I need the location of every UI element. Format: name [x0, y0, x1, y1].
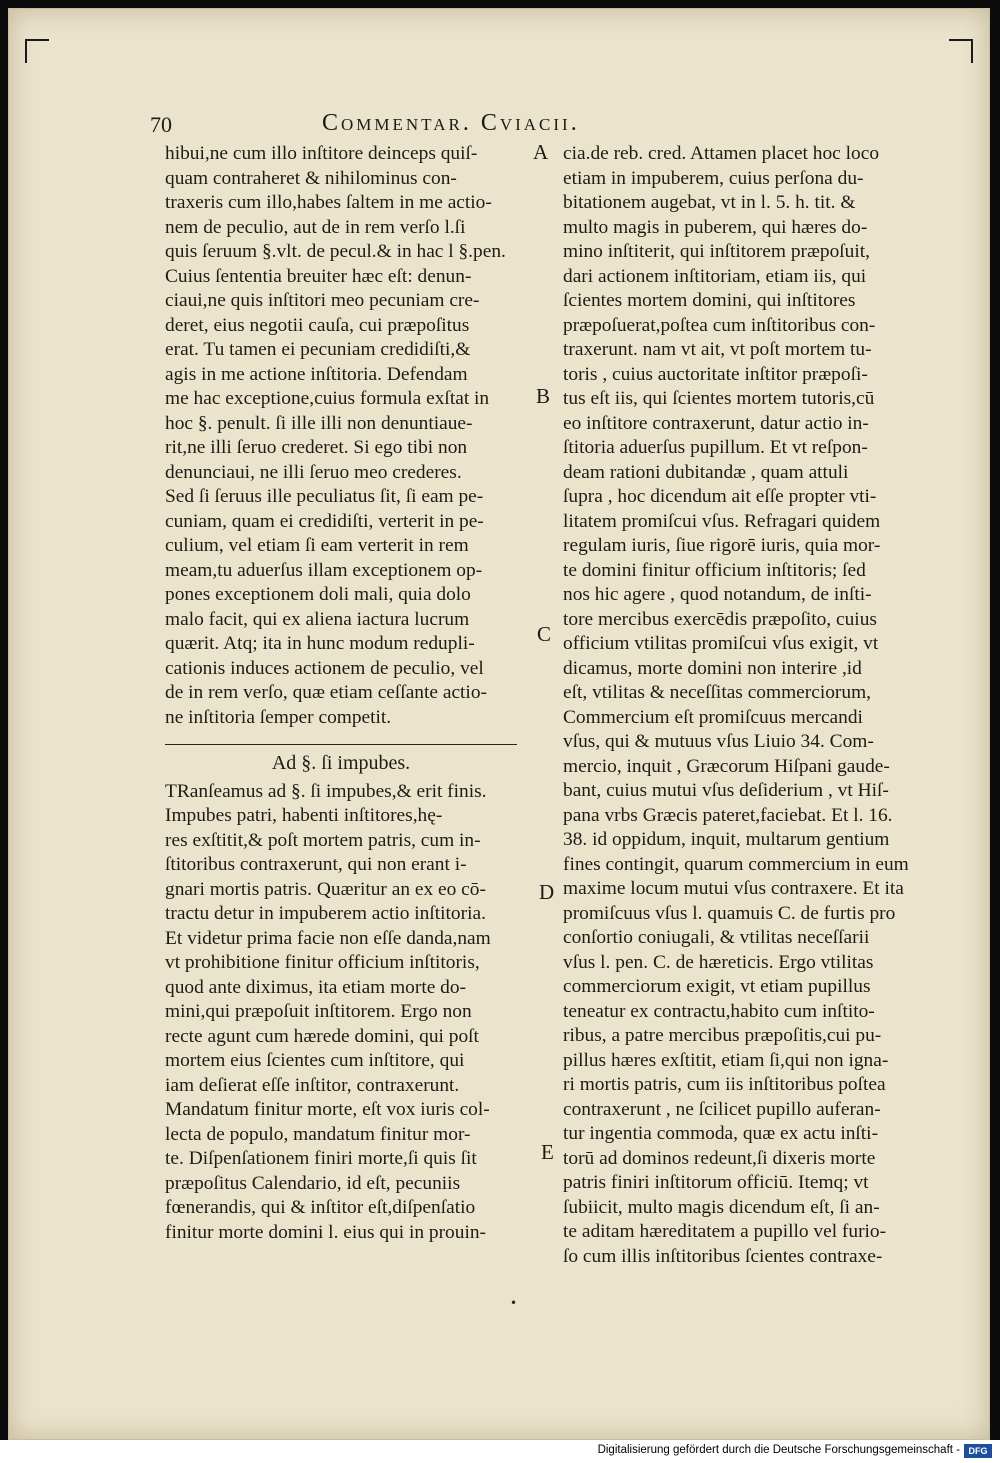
text-line: recte agunt cum hærede domini, qui poſt [165, 1025, 479, 1047]
text-line: ciaui,ne quis inſtitori meo pecuniam cre- [165, 290, 480, 311]
text-line: finitur morte domini l. eius qui in prouin- [165, 1221, 486, 1243]
left-column-bottom-text [165, 780, 517, 1246]
page-ornament: • [510, 1296, 518, 1310]
text-line: dari actionem inſtitoriam, etiam iis, qui [563, 265, 867, 287]
text-line: pana vrbs Græcis pateret,faciebat. Et l. 16. [563, 804, 893, 826]
text-line: eſt, vtilitas & neceſſitas commerciorum, [563, 682, 872, 703]
section-heading: Ad §. ſi impubes. [271, 752, 411, 774]
text-line: traxeris cum illo,habes ſaltem in me actio- [165, 192, 492, 213]
text-line: meam,tu aduerſus illam exceptionem op- [165, 559, 483, 581]
text-line: teneatur ex contractu,habito cum inſtito- [563, 1000, 875, 1022]
text-line: deam rationi dubitandæ , quam attuli [563, 461, 849, 483]
text-line: regulam iuris, ſiue rigorē iuris, quia mor- [563, 535, 881, 556]
text-line: TRanſeamus ad §. ſi impubes,& erit finis. [165, 780, 487, 802]
text-line: pillus hæres exſtitit, etiam ſi,qui non igna- [563, 1049, 889, 1071]
text-line: cationis induces actionem de peculio, vel [165, 657, 484, 679]
text-line: traxerunt. nam vt ait, vt poſt mortem tu- [563, 339, 872, 360]
text-line: præpoſitus Calendario, id eſt, pecuniis [165, 1172, 461, 1194]
left-column [165, 142, 517, 1245]
text-line: ribus, a patre mercibus præpoſitis,cui pu- [563, 1025, 882, 1046]
text-line: erat. Tu tamen ei pecuniam credidiſti,& [165, 339, 471, 360]
corner-crop-mark [949, 39, 973, 63]
text-line: culium, vel etiam ſi eam verterit in rem [165, 535, 469, 556]
text-line: bitationem augebat, vt in l. 5. h. tit. & [563, 192, 856, 213]
page-number: 70 [150, 112, 172, 137]
text-line: te. Diſpenſationem finiri morte,ſi quis ſit [165, 1148, 477, 1169]
text-line: mortem eius ſcientes cum inſtitore, qui [165, 1050, 465, 1071]
text-line: vſus, qui & mutuus vſus Liuio 34. Com- [563, 731, 874, 752]
corner-crop-mark [25, 39, 49, 63]
text-line: præpoſuerat,poſtea cum inſtitoribus con- [563, 314, 876, 336]
margin-letter-b: B [536, 384, 551, 408]
margin-letter-d: D [539, 880, 555, 904]
text-line: Et videtur prima facie non eſſe danda,nam [165, 927, 491, 949]
text-line: hibui,ne cum illo inſtitore deinceps quiſ- [165, 143, 478, 164]
text-line: res exſtitit,& poſt mortem patris, cum in- [165, 829, 481, 851]
text-line: de in rem verſo, quæ etiam ceſſante actio- [165, 682, 487, 703]
text-line: commerciorum exigit, vt etiam pupillus [563, 976, 871, 997]
text-line: cia.de reb. cred. Attamen placet hoc loco [563, 143, 880, 164]
text-line: iam deſierat eſſe inſtitor, contraxerunt. [165, 1074, 460, 1096]
text-line: Cuius ſententia breuiter hæc eſt: denun- [165, 265, 472, 287]
text-line: tur ingentia commoda, quæ ex actu inſti- [563, 1123, 879, 1144]
text-line: me hac exceptione,cuius formula exſtat in [165, 388, 490, 409]
text-line: ſo cum illis inſtitoribus ſcientes contraxe- [563, 1245, 883, 1267]
text-line: eo inſtitore contraxerunt, datur actio in- [563, 412, 869, 434]
text-line: pones exceptionem doli mali, quia dolo [165, 584, 471, 605]
text-line: multo magis in puberem, qui hæres do- [563, 216, 868, 238]
text-line: ſupra , hoc dicendum ait eſſe propter vti- [563, 486, 877, 507]
footer-credit: Digitalisierung gefördert durch die Deutsche Forschungsgemeinschaft - [597, 1444, 960, 1456]
text-line: promiſcuus vſus l. quamuis C. de furtis pro [563, 902, 896, 924]
text-line: officium vtilitas promiſcui vſus exigit, vt [563, 633, 879, 654]
text-line: cuniam, quam ei credidiſti, verterit in pe- [165, 510, 484, 532]
text-line: ri mortis patris, cum iis inſtitoribus poſtea [563, 1074, 886, 1095]
text-line: ne inſtitoria ſemper competit. [165, 706, 392, 728]
text-line: tore mercibus exercēdis præpoſito, cuius [563, 608, 877, 630]
text-line: rit,ne illi ſeruo crederet. Si ego tibi non [165, 437, 468, 458]
text-line: tractu detur in impuberem actio inſtitoria. [165, 903, 486, 924]
text-line: te aditam hæreditatem a pupillo vel furio- [563, 1221, 887, 1242]
text-line: ſcientes mortem domini, qui inſtitores [563, 290, 856, 311]
running-title: Commentar. Cviacii. [322, 110, 580, 136]
text-line: quam contraheret & nihilominus con- [165, 167, 457, 189]
text-line: vſus l. pen. C. de hæreticis. Ergo vtilitas [563, 951, 874, 973]
text-line: 38. id oppidum, inquit, multarum gentium [563, 829, 890, 850]
text-line: mino inſtiterit, qui inſtitorem præpoſuit, [563, 241, 871, 262]
text-line: ſtitoria aduerſus pupillum. Et vt reſpon- [563, 437, 868, 458]
text-line: deret, eius negotii cauſa, cui præpoſitus [165, 314, 470, 336]
text-line: nos hic agere , quod notandum, de inſti- [563, 584, 872, 605]
text-line: malo facit, qui ex aliena iactura lucrum [165, 608, 470, 630]
text-line: gnari mortis patris. Quæritur an ex eo cō- [165, 878, 486, 900]
dfg-logo: DFG [964, 1444, 992, 1458]
text-line: mini,qui præpoſuit inſtitorem. Ergo non [165, 1001, 472, 1022]
text-line: agis in me actione inſtitoria. Defendam [165, 363, 468, 385]
page-header [150, 108, 920, 142]
text-line: Commercium eſt promiſcuus mercandi [563, 706, 863, 728]
text-line: maxime locum mutui vſus contraxere. Et ita [563, 878, 904, 899]
text-line: mercio, inquit , Græcorum Hiſpani gaude- [563, 755, 890, 777]
text-line: quod ante diximus, ita etiam morte do- [165, 976, 467, 998]
text-line: ſtitoribus contraxerunt, qui non erant i- [165, 854, 467, 875]
text-line: tus eſt iis, qui ſcientes mortem tutoris,cū [563, 388, 875, 409]
section-divider [165, 744, 517, 745]
text-line: nem de peculio, aut de in rem verſo l.ſi [165, 216, 466, 238]
text-line: Mandatum finitur morte, eſt vox iuris col- [165, 1099, 490, 1120]
text-line: bant, cuius mutui vſus deſiderium , vt Hiſ- [563, 780, 889, 801]
margin-letter-e: E [541, 1140, 554, 1164]
text-line: fines contingit, quarum commercium in eum [563, 853, 909, 875]
text-line: toris , cuius auctoritate inſtitor præpoſi- [563, 363, 868, 385]
margin-letter-c: C [537, 622, 552, 646]
text-line: quærit. Atq; ita in hunc modum redupli- [165, 633, 475, 654]
text-line: contraxerunt , ne ſcilicet pupillo auferan- [563, 1098, 881, 1120]
text-line: vt prohibitione finitur officium inſtitoris, [165, 952, 480, 973]
text-line: fœnerandis, qui & inſtitor eſt,diſpenſatio [165, 1197, 476, 1218]
right-column [563, 142, 926, 1269]
text-line: Impubes patri, habenti inſtitores,hę- [165, 805, 443, 826]
text-line: quis ſeruum §.vlt. de pecul.& in hac l §.pen. [165, 241, 506, 262]
text-line: dicamus, morte domini non interire ,id [563, 657, 862, 679]
text-line: etiam in impuberem, cuius perſona du- [563, 167, 864, 189]
left-column-top-text [165, 142, 517, 730]
text-line: litatem promiſcui vſus. Refragari quidem [563, 510, 881, 532]
margin-letter-a: A [533, 140, 549, 164]
text-line: te domini finitur officium inſtitoris; ſed [563, 559, 866, 581]
text-line: Sed ſi ſeruus ille peculiatus ſit, ſi eam pe- [165, 486, 484, 507]
text-line: ſubiicit, multo magis dicendum eſt, ſi an- [563, 1196, 880, 1218]
text-line: conſortio coniugali, & vtilitas neceſſarii [563, 927, 870, 948]
text-line: hoc §. penult. ſi ille illi non denuntiaue- [165, 412, 473, 434]
text-line: lecta de populo, mandatum finitur mor- [165, 1123, 471, 1145]
text-line: denunciaui, ne illi ſeruo meo crederes. [165, 461, 462, 483]
text-line: patris finiri inſtitorum officiū. Itemq; vt [563, 1172, 869, 1193]
text-line: torū ad dominos redeunt,ſi dixeris morte [563, 1147, 876, 1169]
digitization-footer [0, 1440, 1000, 1463]
